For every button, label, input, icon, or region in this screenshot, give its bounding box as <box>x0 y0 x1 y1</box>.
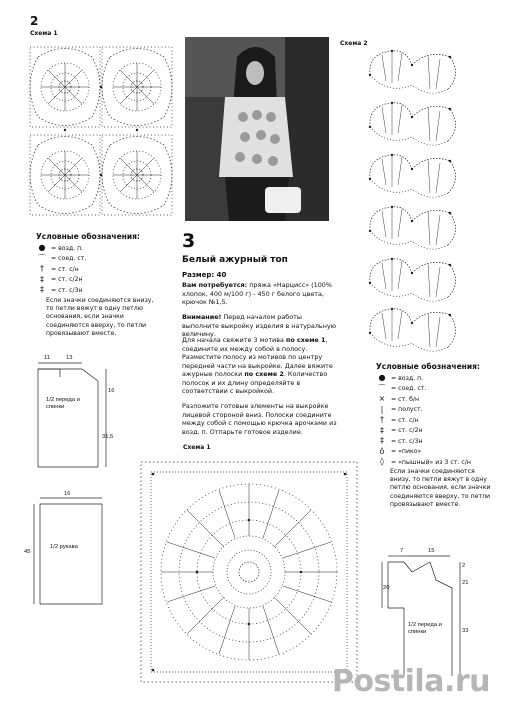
puff-stitch-icon: ◊ <box>380 457 384 467</box>
label-front-back-left: 1/2 переда и спинки <box>46 397 80 410</box>
legend-right-row <box>376 373 494 384</box>
legend-right-row <box>376 394 494 405</box>
dim-r-w2: 15 <box>428 548 435 554</box>
watermark-text: Postila.ru <box>331 664 490 699</box>
pattern-sleeve <box>30 490 130 620</box>
slip-stitch-icon: ⌒ <box>38 253 46 263</box>
legend-right <box>376 362 494 510</box>
legend-left-text: = ст. с/2н <box>51 276 83 284</box>
legend-left-items <box>36 243 158 296</box>
dim-r-h-right: 21 <box>462 580 469 586</box>
legend-right-row <box>376 384 494 395</box>
legend-left-title: Условные обозначения: <box>36 232 140 241</box>
dim-sleeve-h: 45 <box>24 549 31 555</box>
page-number: 2 <box>30 14 39 28</box>
half-double-icon: | <box>380 404 384 414</box>
legend-left-text: = возд. п. <box>51 244 84 252</box>
scheme-1-label-top: Схема 1 <box>30 30 58 37</box>
dim-w1: 11 <box>44 355 51 361</box>
legend-right-row <box>376 457 494 468</box>
legend-right-text: = ст. с/н <box>391 416 419 424</box>
legend-right-row <box>376 436 494 447</box>
legend-right-text: = ст. с/3н <box>391 437 423 445</box>
article-attention <box>182 313 340 339</box>
dim-h2: 31,5 <box>102 434 114 440</box>
label-front-back-right: 1/2 переда и спинки <box>408 622 442 635</box>
legend-left-row <box>36 285 158 296</box>
legend-right-row <box>376 405 494 416</box>
chain-stitch-icon: ● <box>378 373 386 383</box>
attention-lead: Внимание! <box>182 313 222 321</box>
label-sleeve: 1/2 рукава <box>50 544 78 550</box>
legend-left-row <box>36 275 158 286</box>
double-crochet-icon: † <box>380 415 384 425</box>
legend-right-row <box>376 426 494 437</box>
p1-a: Для начала свяжите 3 мотива <box>182 336 286 344</box>
single-crochet-icon: × <box>378 394 386 404</box>
slip-stitch-icon: ⌒ <box>378 383 386 393</box>
article-paragraph-1 <box>182 336 340 396</box>
legend-left-row <box>36 254 158 265</box>
legend-right-row <box>376 415 494 426</box>
scheme-2-diagram <box>350 45 470 355</box>
dim-sleeve-w: 16 <box>64 491 71 497</box>
legend-left-row <box>36 264 158 275</box>
pattern-front-back-left <box>30 355 130 475</box>
legend-right-text: = «пико» <box>391 448 422 456</box>
materials-text: пряжа «Нарцисс» (100% хлопок, 400 м/100 г) - 450 г белого цвета, крючок №1,5. <box>182 281 332 306</box>
legend-right-text: = полуст. <box>391 406 423 414</box>
article-number: 3 <box>182 230 196 252</box>
legend-right-note: Если значки соединяются внизу, то петли вяжут в одну петлю основания, если значки соединяются вверху, то петли провязывают вместе. <box>390 467 491 509</box>
article-size: Размер: 40 <box>182 271 227 279</box>
dim-r-h-b: 33 <box>462 628 469 634</box>
legend-right-text: = возд. п. <box>391 374 424 382</box>
model-photo <box>185 37 329 221</box>
treble-crochet-icon: ‡ <box>380 425 384 435</box>
p1-b: по схеме 1 <box>285 336 326 344</box>
dim-r-h-a: 2 <box>462 563 466 569</box>
legend-right-text: = «пышный» из 3 ст. с/н <box>391 458 471 466</box>
legend-left-note: Если значки соединяются внизу, то петли вяжут в одну петлю основания, если значки соединяются вверху, то петли провязывают вместе. <box>46 296 154 338</box>
scheme-1-bottom-diagram <box>133 454 365 694</box>
dim-r-h-left: 20 <box>383 585 390 591</box>
p1-d: по схеме 2 <box>244 370 284 378</box>
legend-right-text: = ст. с/2н <box>391 427 423 435</box>
model-figure-illustration <box>185 37 329 221</box>
legend-left-row <box>36 243 158 254</box>
p1-c: , соедините их между собой в полосу. Разместите полосу из мотивов по центру передней части на выкройке. Далее вяжите ажурные полоски <box>182 336 333 378</box>
article-title: Белый ажурный топ <box>182 255 288 265</box>
p1-e: . Количество полосок и их длину определяйте в соответствии с выкройкой. <box>182 370 328 395</box>
legend-left <box>36 232 158 339</box>
dim-w2: 13 <box>66 355 73 361</box>
scheme-1-top-diagram <box>28 42 178 222</box>
legend-right-text: = соед. ст. <box>391 385 427 393</box>
single-crochet-icon: † <box>40 264 44 274</box>
materials-lead: Вам потребуется: <box>182 281 248 289</box>
article-paragraph-2: Разложите готовые элементы на выкройке лицевой стороной вниз. Полоски соедините между собой с помощью крючка арочками из возд. п. Отпарьте готовое изделие. <box>182 402 337 436</box>
legend-left-text: = соед. ст. <box>51 255 87 263</box>
article-materials <box>182 281 340 307</box>
legend-left-text: = ст. с/3н <box>51 286 83 294</box>
triple-crochet-icon: ‡ <box>40 285 44 295</box>
scheme-1-label-bottom: Схема 1 <box>183 444 211 451</box>
legend-right-text: = ст. б/н <box>391 395 420 403</box>
picot-icon: ô <box>379 446 385 456</box>
legend-right-row <box>376 447 494 458</box>
attention-text: Перед началом работы выполните выкройку изделия в натуральную величину. <box>182 313 337 338</box>
double-crochet-icon: ‡ <box>40 274 44 284</box>
dim-r-w1: 7 <box>400 548 404 554</box>
dim-h1: 16 <box>108 388 115 394</box>
legend-left-text: = ст. с/н <box>51 265 79 273</box>
chain-stitch-icon: ● <box>38 243 46 253</box>
scheme-2-label: Схема 2 <box>340 40 368 47</box>
triple-treble-icon: ‡ <box>380 436 384 446</box>
legend-right-items <box>376 373 494 468</box>
legend-right-title: Условные обозначения: <box>376 362 480 371</box>
